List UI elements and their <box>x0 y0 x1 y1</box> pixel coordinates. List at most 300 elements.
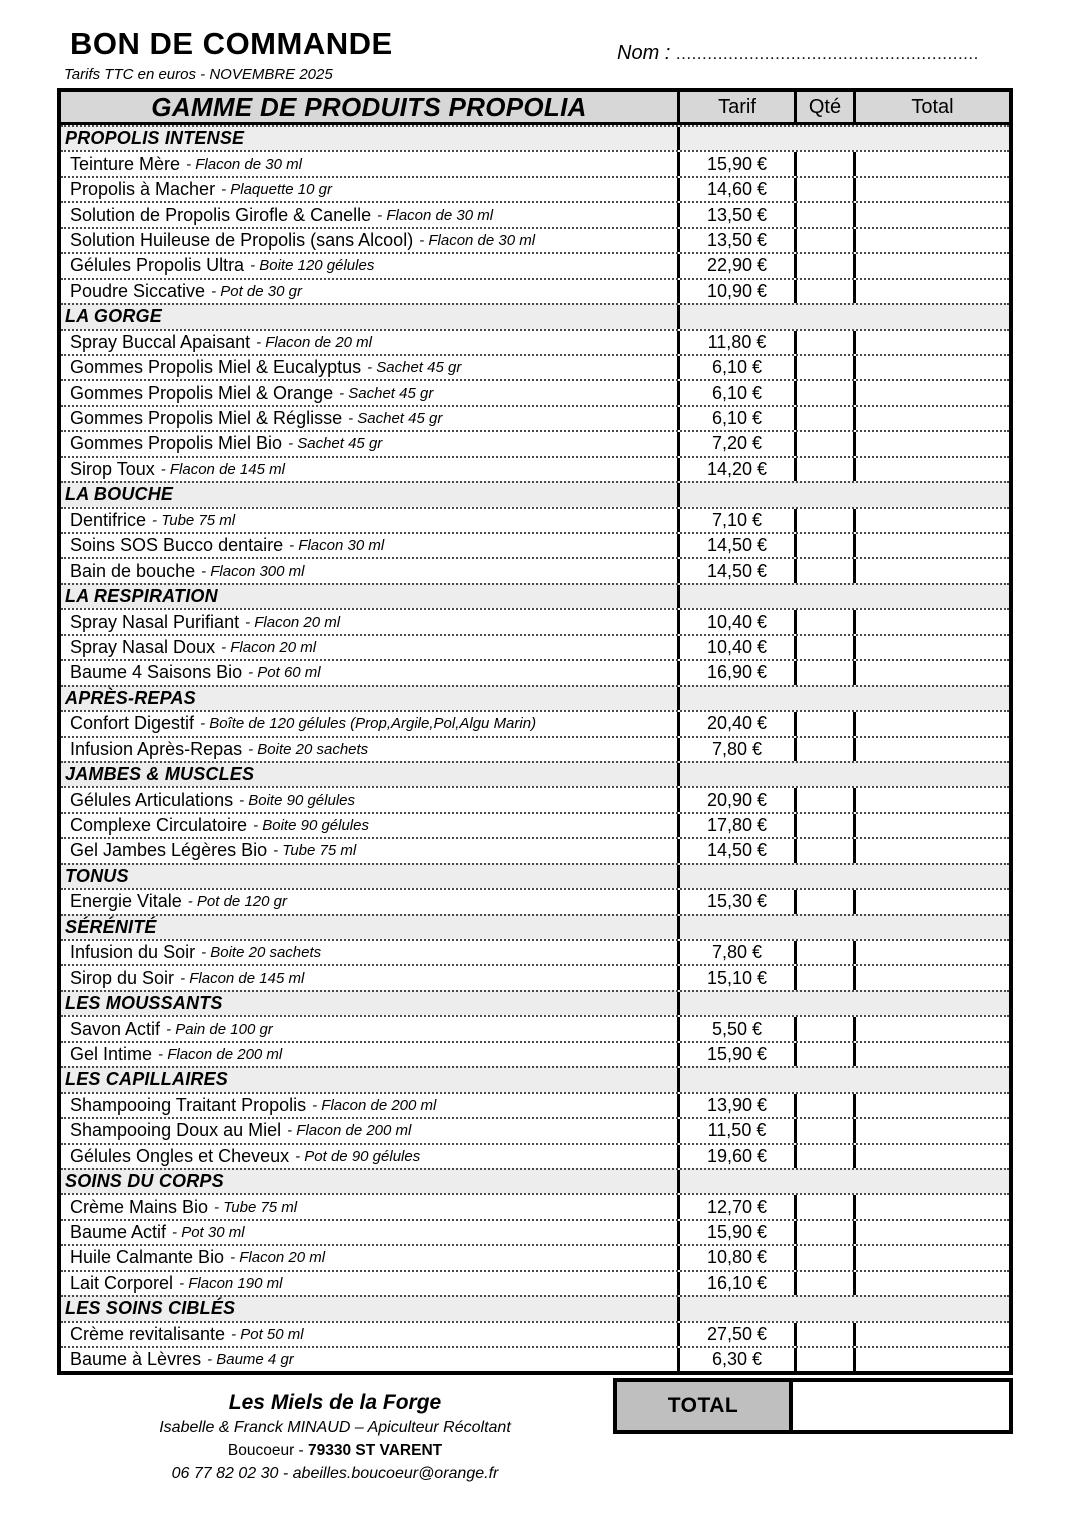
product-description: - Boite 20 sachets <box>201 944 322 962</box>
section-row <box>61 761 1009 786</box>
qty-fill-in-cell[interactable] <box>794 1043 853 1066</box>
price-cell: 14,20 € <box>677 458 794 481</box>
product-description: - Plaquette 10 gr <box>221 181 332 199</box>
price-cell: 12,70 € <box>677 1195 794 1218</box>
total-fill-in-cell[interactable] <box>853 1043 1009 1066</box>
product-name: Baume 4 Saisons Bio <box>70 662 243 683</box>
product-cell <box>61 636 677 659</box>
product-description: - Flacon de 145 ml <box>160 460 285 478</box>
table-body <box>61 125 1009 1371</box>
column-header-products: GAMME DE PRODUITS PROPOLIA <box>151 92 587 122</box>
qty-fill-in-cell[interactable] <box>794 1119 853 1142</box>
address-line <box>70 1440 600 1462</box>
section-row <box>61 1066 1009 1091</box>
product-description: - Boite 90 gélules <box>239 791 355 809</box>
qty-fill-in-cell[interactable] <box>794 1094 853 1117</box>
qty-fill-in-cell[interactable] <box>794 1195 853 1218</box>
price-cell: 10,40 € <box>677 610 794 633</box>
price-cell: 7,20 € <box>677 432 794 455</box>
qty-fill-in-cell[interactable] <box>794 458 853 481</box>
product-row <box>61 964 1009 989</box>
seller-info-block <box>70 1390 600 1486</box>
price-cell: 20,40 € <box>677 712 794 735</box>
total-fill-in-cell[interactable] <box>853 1348 1009 1371</box>
section-row <box>61 1168 1009 1193</box>
product-description: - Boîte de 120 gélules (Prop,Argile,Pol,Algu Marin) <box>200 715 537 733</box>
total-fill-in-cell[interactable] <box>853 839 1009 862</box>
section-row-spacer <box>677 1297 1009 1320</box>
product-description: - Sachet 45 gr <box>367 359 462 377</box>
product-cell <box>61 1323 677 1346</box>
qty-fill-in-cell[interactable] <box>794 941 853 964</box>
product-description: - Flacon de 200 ml <box>158 1045 283 1063</box>
section-row <box>61 914 1009 939</box>
product-name: Spray Nasal Doux <box>70 636 216 657</box>
price-cell: 14,50 € <box>677 534 794 557</box>
product-description: - Sachet 45 gr <box>348 410 443 428</box>
product-name: Sirop Toux <box>70 458 155 479</box>
section-title: LES CAPILLAIRES <box>65 1069 229 1090</box>
qty-fill-in-cell[interactable] <box>794 509 853 532</box>
contact-line: 06 77 82 02 30 - abeilles.boucoeur@orange.fr <box>171 1465 499 1482</box>
total-fill-in-cell[interactable] <box>853 661 1009 684</box>
product-row <box>61 557 1009 582</box>
qty-fill-in-cell[interactable] <box>794 788 853 811</box>
product-name: Spray Nasal Purifiant <box>70 611 240 632</box>
product-name: Lait Corporel <box>70 1272 174 1293</box>
product-name: Sirop du Soir <box>70 967 175 988</box>
total-fill-in-cell[interactable] <box>853 229 1009 252</box>
product-row <box>61 837 1009 862</box>
price-cell: 17,80 € <box>677 814 794 837</box>
product-row <box>61 227 1009 252</box>
qty-fill-in-cell[interactable] <box>794 1272 853 1295</box>
product-description: - Pot 30 ml <box>172 1224 245 1242</box>
product-row <box>61 1321 1009 1346</box>
product-row <box>61 1193 1009 1218</box>
section-row <box>61 125 1009 150</box>
qty-fill-in-cell[interactable] <box>794 712 853 735</box>
product-name: Shampooing Doux au Miel <box>70 1120 282 1141</box>
product-row <box>61 888 1009 913</box>
qty-fill-in-cell[interactable] <box>794 1017 853 1040</box>
price-cell: 15,30 € <box>677 890 794 913</box>
product-name: Gélules Ongles et Cheveux <box>70 1145 290 1166</box>
product-cell <box>61 331 677 354</box>
tariff-subtitle: Tarifs TTC en euros - NOVEMBRE 2025 <box>64 66 333 83</box>
qty-fill-in-cell[interactable] <box>794 178 853 201</box>
price-cell: 13,90 € <box>677 1094 794 1117</box>
column-header-tarif: Tarif <box>677 92 794 123</box>
total-fill-in-cell[interactable] <box>853 712 1009 735</box>
product-description: - Flacon de 200 ml <box>312 1096 437 1114</box>
product-row <box>61 608 1009 633</box>
product-name: Propolis à Macher <box>70 179 216 200</box>
product-row <box>61 1015 1009 1040</box>
product-cell <box>61 280 677 303</box>
product-name: Confort Digestif <box>70 713 195 734</box>
product-row <box>61 201 1009 226</box>
product-name: Gommes Propolis Miel & Orange <box>70 382 334 403</box>
product-name: Huile Calmante Bio <box>70 1247 225 1268</box>
section-row-spacer <box>677 916 1009 939</box>
section-row-spacer <box>677 1068 1009 1091</box>
product-description: - Tube 75 ml <box>152 511 236 529</box>
product-name: Baume à Lèvres <box>70 1349 202 1370</box>
product-row <box>61 430 1009 455</box>
product-cell <box>61 178 677 201</box>
product-name: Crème revitalisante <box>70 1323 226 1344</box>
section-row-spacer <box>677 687 1009 710</box>
qty-fill-in-cell[interactable] <box>794 1348 853 1371</box>
product-description: - Flacon de 30 ml <box>186 155 302 173</box>
product-cell <box>61 254 677 277</box>
product-description: - Flacon 300 ml <box>201 562 305 580</box>
qty-fill-in-cell[interactable] <box>794 1145 853 1168</box>
product-row <box>61 634 1009 659</box>
section-row <box>61 303 1009 328</box>
total-fill-in-cell[interactable] <box>853 534 1009 557</box>
section-row <box>61 990 1009 1015</box>
total-fill-in-cell[interactable] <box>853 1221 1009 1244</box>
order-table <box>57 88 1013 1375</box>
product-cell <box>61 1145 677 1168</box>
total-fill-in-cell[interactable] <box>853 1094 1009 1117</box>
product-cell <box>61 559 677 582</box>
price-cell: 13,50 € <box>677 203 794 226</box>
section-row-spacer <box>677 865 1009 888</box>
qty-fill-in-cell[interactable] <box>794 254 853 277</box>
qty-fill-in-cell[interactable] <box>794 1246 853 1269</box>
product-name: Gommes Propolis Miel & Réglisse <box>70 408 343 429</box>
price-cell: 15,90 € <box>677 152 794 175</box>
product-cell <box>61 229 677 252</box>
product-name: Shampooing Traitant Propolis <box>70 1094 307 1115</box>
product-name: Solution de Propolis Girofle & Canelle <box>70 204 372 225</box>
price-cell: 15,90 € <box>677 1221 794 1244</box>
qty-fill-in-cell[interactable] <box>794 661 853 684</box>
product-cell <box>61 890 677 913</box>
product-name: Gel Jambes Légères Bio <box>70 840 268 861</box>
price-cell: 7,80 € <box>677 941 794 964</box>
product-cell <box>61 1094 677 1117</box>
qty-fill-in-cell[interactable] <box>794 280 853 303</box>
qty-fill-in-cell[interactable] <box>794 559 853 582</box>
total-fill-in-cell[interactable] <box>853 1323 1009 1346</box>
qty-fill-in-cell[interactable] <box>794 738 853 761</box>
qty-fill-in-cell[interactable] <box>794 356 853 379</box>
total-fill-in-cell[interactable] <box>853 280 1009 303</box>
price-cell: 20,90 € <box>677 788 794 811</box>
product-row <box>61 1244 1009 1269</box>
product-row <box>61 405 1009 430</box>
section-title: LA GORGE <box>65 306 162 327</box>
product-cell <box>61 788 677 811</box>
product-name: Infusion du Soir <box>70 942 196 963</box>
section-title: LA BOUCHE <box>65 484 174 505</box>
product-name: Dentifrice <box>70 509 147 530</box>
qty-fill-in-cell[interactable] <box>794 534 853 557</box>
price-cell: 27,50 € <box>677 1323 794 1346</box>
qty-fill-in-cell[interactable] <box>794 407 853 430</box>
name-label: Nom : <box>617 42 671 64</box>
product-description: - Flacon 20 ml <box>230 1249 326 1267</box>
product-description: - Flacon 20 ml <box>245 613 341 631</box>
total-fill-in-cell[interactable] <box>853 814 1009 837</box>
product-row <box>61 278 1009 303</box>
product-name: Infusion Après-Repas <box>70 738 243 759</box>
product-description: - Flacon 20 ml <box>221 638 317 656</box>
section-row <box>61 863 1009 888</box>
product-name: Baume Actif <box>70 1222 167 1243</box>
total-fill-in-cell[interactable] <box>853 331 1009 354</box>
product-cell <box>61 458 677 481</box>
product-name: Complexe Circulatoire <box>70 815 248 836</box>
product-row <box>61 354 1009 379</box>
price-cell: 15,90 € <box>677 1043 794 1066</box>
product-name: Soins SOS Bucco dentaire <box>70 535 284 556</box>
price-cell: 6,30 € <box>677 1348 794 1371</box>
product-description: - Flacon de 20 ml <box>256 333 372 351</box>
product-cell <box>61 1246 677 1269</box>
total-fill-in-cell[interactable] <box>853 941 1009 964</box>
product-description: - Baume 4 gr <box>207 1351 294 1369</box>
qty-fill-in-cell[interactable] <box>794 381 853 404</box>
product-cell <box>61 1221 677 1244</box>
price-cell: 6,10 € <box>677 407 794 430</box>
product-row <box>61 507 1009 532</box>
product-row <box>61 532 1009 557</box>
product-cell <box>61 152 677 175</box>
total-fill-in-cell[interactable] <box>853 152 1009 175</box>
section-row-spacer <box>677 763 1009 786</box>
product-description: - Flacon de 145 ml <box>180 969 305 987</box>
price-cell: 10,90 € <box>677 280 794 303</box>
product-description: - Pot 60 ml <box>248 664 321 682</box>
product-row <box>61 786 1009 811</box>
product-cell <box>61 1195 677 1218</box>
price-cell: 16,10 € <box>677 1272 794 1295</box>
total-fill-in-cell[interactable] <box>853 1145 1009 1168</box>
product-name: Gommes Propolis Miel Bio <box>70 433 283 454</box>
section-row-spacer <box>677 992 1009 1015</box>
section-row <box>61 583 1009 608</box>
price-cell: 10,80 € <box>677 1246 794 1269</box>
price-cell: 14,50 € <box>677 839 794 862</box>
product-cell <box>61 407 677 430</box>
total-fill-in-cell[interactable] <box>853 178 1009 201</box>
product-cell <box>61 1119 677 1142</box>
section-row-spacer <box>677 127 1009 150</box>
total-fill-in-cell[interactable] <box>853 458 1009 481</box>
product-cell <box>61 1348 677 1371</box>
product-row <box>61 1092 1009 1117</box>
product-row <box>61 252 1009 277</box>
product-cell <box>61 661 677 684</box>
product-row <box>61 329 1009 354</box>
product-row <box>61 1270 1009 1295</box>
section-title: TONUS <box>65 865 129 886</box>
qty-fill-in-cell[interactable] <box>794 432 853 455</box>
price-cell: 10,40 € <box>677 636 794 659</box>
product-name: Savon Actif <box>70 1018 161 1039</box>
price-cell: 6,10 € <box>677 356 794 379</box>
total-fill-in-cell[interactable] <box>853 407 1009 430</box>
total-fill-in-cell[interactable] <box>853 1119 1009 1142</box>
price-cell: 11,80 € <box>677 331 794 354</box>
product-description: - Boite 20 sachets <box>248 740 369 758</box>
name-line <box>617 42 979 65</box>
qty-fill-in-cell[interactable] <box>794 839 853 862</box>
total-fill-in-cell[interactable] <box>853 636 1009 659</box>
product-row <box>61 456 1009 481</box>
section-row-spacer <box>677 1170 1009 1193</box>
qty-fill-in-cell[interactable] <box>794 1323 853 1346</box>
section-row <box>61 685 1009 710</box>
product-cell <box>61 941 677 964</box>
product-description: - Boite 90 gélules <box>253 817 369 835</box>
qty-fill-in-cell[interactable] <box>794 229 853 252</box>
qty-fill-in-cell[interactable] <box>794 331 853 354</box>
product-cell <box>61 1017 677 1040</box>
section-title: PROPOLIS INTENSE <box>65 128 245 149</box>
qty-fill-in-cell[interactable] <box>794 203 853 226</box>
price-cell: 7,80 € <box>677 738 794 761</box>
product-description: - Flacon de 30 ml <box>419 231 536 249</box>
grand-total-row <box>613 1378 1013 1434</box>
product-cell <box>61 1272 677 1295</box>
qty-fill-in-cell[interactable] <box>794 1221 853 1244</box>
column-header-total: Total <box>853 92 1009 123</box>
product-cell <box>61 509 677 532</box>
product-name: Crème Mains Bio <box>70 1196 209 1217</box>
total-fill-in-cell[interactable] <box>853 381 1009 404</box>
product-row <box>61 1143 1009 1168</box>
price-cell: 11,50 € <box>677 1119 794 1142</box>
qty-fill-in-cell[interactable] <box>794 636 853 659</box>
total-fill-in-cell[interactable] <box>853 738 1009 761</box>
qty-fill-in-cell[interactable] <box>794 966 853 989</box>
section-row-spacer <box>677 305 1009 328</box>
total-fill-in-cell[interactable] <box>853 509 1009 532</box>
section-title: SÉRÉNITÉ <box>65 916 157 937</box>
total-fill-in-cell[interactable] <box>853 890 1009 913</box>
product-row <box>61 659 1009 684</box>
product-name: Teinture Mère <box>70 153 181 174</box>
company-name: Les Miels de la Forge <box>228 1391 442 1414</box>
product-row <box>61 1219 1009 1244</box>
qty-fill-in-cell[interactable] <box>794 814 853 837</box>
section-title: LES MOUSSANTS <box>65 993 223 1014</box>
grand-total-value-field[interactable] <box>793 1378 1013 1434</box>
product-description: - Pot de 90 gélules <box>295 1147 421 1165</box>
product-cell <box>61 356 677 379</box>
product-description: - Flacon 190 ml <box>179 1274 283 1292</box>
price-cell: 14,50 € <box>677 559 794 582</box>
product-row <box>61 379 1009 404</box>
section-row <box>61 1295 1009 1320</box>
section-row-spacer <box>677 483 1009 506</box>
total-fill-in-cell[interactable] <box>853 203 1009 226</box>
total-fill-in-cell[interactable] <box>853 1195 1009 1218</box>
qty-fill-in-cell[interactable] <box>794 890 853 913</box>
product-row <box>61 939 1009 964</box>
product-name: Gommes Propolis Miel & Eucalyptus <box>70 357 362 378</box>
total-fill-in-cell[interactable] <box>853 1017 1009 1040</box>
total-fill-in-cell[interactable] <box>853 559 1009 582</box>
product-cell <box>61 738 677 761</box>
address-city: 79330 ST VARENT <box>308 1442 443 1459</box>
product-row <box>61 176 1009 201</box>
product-row <box>61 812 1009 837</box>
product-description: - Pot de 30 gr <box>211 282 302 300</box>
section-title: LA RESPIRATION <box>65 586 218 607</box>
total-fill-in-cell[interactable] <box>853 966 1009 989</box>
qty-fill-in-cell[interactable] <box>794 152 853 175</box>
product-name: Gélules Propolis Ultra <box>70 255 245 276</box>
product-cell <box>61 432 677 455</box>
product-row <box>61 1041 1009 1066</box>
product-cell <box>61 1043 677 1066</box>
price-cell: 16,90 € <box>677 661 794 684</box>
section-title: SOINS DU CORPS <box>65 1171 224 1192</box>
address-prefix: Boucoeur - <box>227 1442 309 1459</box>
price-cell: 13,50 € <box>677 229 794 252</box>
product-cell <box>61 966 677 989</box>
product-description: - Pain de 100 gr <box>166 1020 273 1038</box>
product-row <box>61 736 1009 761</box>
price-cell: 22,90 € <box>677 254 794 277</box>
section-title: JAMBES & MUSCLES <box>65 764 255 785</box>
total-fill-in-cell[interactable] <box>853 788 1009 811</box>
total-fill-in-cell[interactable] <box>853 432 1009 455</box>
price-cell: 15,10 € <box>677 966 794 989</box>
product-row <box>61 710 1009 735</box>
qty-fill-in-cell[interactable] <box>794 610 853 633</box>
name-fill-in-field[interactable]: .......................................................... <box>675 44 979 63</box>
page-title: BON DE COMMANDE <box>70 26 393 61</box>
product-name: Energie Vitale <box>70 891 182 912</box>
product-cell <box>61 814 677 837</box>
product-name: Bain de bouche <box>70 560 196 581</box>
product-description: - Sachet 45 gr <box>288 435 383 453</box>
column-header-qty: Qté <box>794 92 853 123</box>
product-description: - Boite 120 gélules <box>250 257 375 275</box>
price-cell: 14,60 € <box>677 178 794 201</box>
product-cell <box>61 534 677 557</box>
price-cell: 7,10 € <box>677 509 794 532</box>
product-name: Solution Huileuse de Propolis (sans Alcool) <box>70 229 414 250</box>
section-title: LES SOINS CIBLÉS <box>65 1298 236 1319</box>
product-name: Poudre Siccative <box>70 280 206 301</box>
product-description: - Pot de 120 gr <box>187 893 287 911</box>
product-description: - Flacon de 200 ml <box>287 1122 412 1140</box>
table-header-row <box>61 92 1009 125</box>
total-fill-in-cell[interactable] <box>853 1246 1009 1269</box>
product-description: - Flacon 30 ml <box>289 537 385 555</box>
price-cell: 5,50 € <box>677 1017 794 1040</box>
product-description: - Sachet 45 gr <box>339 384 434 402</box>
total-fill-in-cell[interactable] <box>853 1272 1009 1295</box>
total-fill-in-cell[interactable] <box>853 254 1009 277</box>
product-row <box>61 1117 1009 1142</box>
product-name: Spray Buccal Apaisant <box>70 331 251 352</box>
section-title: APRÈS-REPAS <box>65 687 196 708</box>
total-fill-in-cell[interactable] <box>853 356 1009 379</box>
product-description: - Flacon de 30 ml <box>377 206 494 224</box>
total-fill-in-cell[interactable] <box>853 610 1009 633</box>
owners-line: Isabelle & Franck MINAUD – Apiculteur Récoltant <box>159 1419 511 1436</box>
